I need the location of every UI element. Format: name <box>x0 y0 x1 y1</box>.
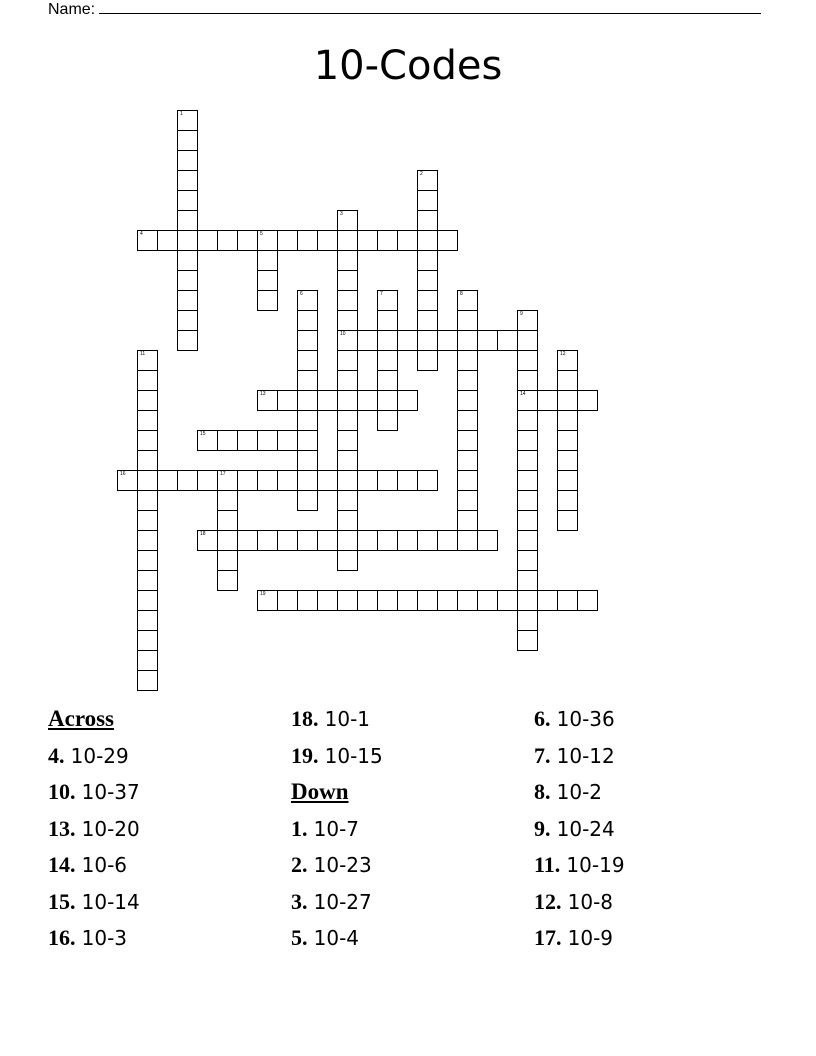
clue-across-18 <box>291 703 531 740</box>
cell-number: 9 <box>520 311 523 317</box>
clue-text: 10-24 <box>556 816 615 841</box>
clue-number: 17. <box>534 925 562 950</box>
clue-text: 10-14 <box>81 889 140 914</box>
crossword-cell[interactable] <box>457 490 478 511</box>
clue-down-9 <box>534 813 774 850</box>
crossword-cell[interactable] <box>437 330 458 351</box>
clue-text: 10-6 <box>81 853 128 877</box>
crossword-cell[interactable] <box>357 230 378 251</box>
crossword-cell[interactable] <box>297 330 318 351</box>
crossword-cell[interactable] <box>417 590 438 611</box>
crossword-cell[interactable] <box>497 590 518 611</box>
crossword-cell[interactable] <box>377 470 398 491</box>
crossword-cell[interactable] <box>297 230 318 251</box>
crossword-cell[interactable] <box>177 230 198 251</box>
crossword-cell[interactable] <box>337 550 358 571</box>
crossword-cell[interactable] <box>317 530 338 551</box>
crossword-cell[interactable] <box>297 470 318 491</box>
crossword-cell[interactable] <box>297 390 318 411</box>
crossword-cell[interactable] <box>517 550 538 571</box>
clue-column-1 <box>48 703 288 959</box>
crossword-cell[interactable] <box>497 330 518 351</box>
clue-number: 14. <box>48 852 76 877</box>
crossword-cell[interactable] <box>517 610 538 631</box>
crossword-cell[interactable] <box>417 170 438 191</box>
crossword-cell[interactable] <box>417 470 438 491</box>
crossword-cell[interactable] <box>377 290 398 311</box>
crossword-cell[interactable] <box>517 390 538 411</box>
crossword-cell[interactable] <box>517 530 538 551</box>
crossword-cell[interactable] <box>137 630 158 651</box>
clue-number: 11. <box>534 852 561 877</box>
crossword-cell[interactable] <box>417 190 438 211</box>
clue-number: 12. <box>534 888 562 914</box>
crossword-cell[interactable] <box>177 150 198 171</box>
crossword-cell[interactable] <box>517 590 538 611</box>
crossword-cell[interactable] <box>397 390 418 411</box>
crossword-cell[interactable] <box>517 490 538 511</box>
crossword-cell[interactable] <box>457 470 478 491</box>
crossword-cell[interactable] <box>517 510 538 531</box>
crossword-cell[interactable] <box>137 450 158 471</box>
crossword-cell[interactable] <box>377 390 398 411</box>
crossword-cell[interactable] <box>197 230 218 251</box>
crossword-cell[interactable] <box>337 530 358 551</box>
crossword-cell[interactable] <box>377 530 398 551</box>
crossword-cell[interactable] <box>137 370 158 391</box>
crossword-cell[interactable] <box>417 210 438 231</box>
crossword-cell[interactable] <box>177 130 198 151</box>
clue-down-1 <box>291 813 531 850</box>
crossword-cell[interactable] <box>297 590 318 611</box>
crossword-cell[interactable] <box>337 450 358 471</box>
crossword-cell[interactable] <box>297 310 318 331</box>
crossword-cell[interactable] <box>217 430 238 451</box>
crossword-cell[interactable] <box>177 210 198 231</box>
down-heading: Down <box>291 779 349 804</box>
clue-number: 3. <box>291 888 308 914</box>
cell-number: 16 <box>120 471 126 477</box>
clue-text: 10-12 <box>556 743 615 768</box>
clue-number: 2. <box>291 852 308 877</box>
crossword-cell[interactable] <box>457 510 478 531</box>
clue-down-8 <box>534 776 774 813</box>
cell-number: 14 <box>520 391 526 397</box>
crossword-cell[interactable] <box>257 590 278 611</box>
clue-number: 1. <box>291 815 308 841</box>
cell-number: 3 <box>340 211 343 217</box>
clue-down-12 <box>534 886 774 923</box>
clue-number: 4. <box>48 742 65 768</box>
cell-number: 4 <box>140 231 143 237</box>
crossword-cell[interactable] <box>517 330 538 351</box>
crossword-cell[interactable] <box>417 290 438 311</box>
crossword-cell[interactable] <box>137 430 158 451</box>
crossword-cell[interactable] <box>457 350 478 371</box>
crossword-cell[interactable] <box>337 390 358 411</box>
clue-across-15 <box>48 886 288 923</box>
crossword-cell[interactable] <box>257 470 278 491</box>
crossword-cell[interactable] <box>217 530 238 551</box>
crossword-cell[interactable] <box>177 270 198 291</box>
crossword-cell[interactable] <box>257 290 278 311</box>
crossword-cell[interactable] <box>297 290 318 311</box>
crossword-cell[interactable] <box>237 530 258 551</box>
crossword-cell[interactable] <box>357 390 378 411</box>
crossword-cell[interactable] <box>197 530 218 551</box>
clue-down-11 <box>534 849 774 886</box>
cell-number: 18 <box>200 531 206 537</box>
crossword-cell[interactable] <box>257 530 278 551</box>
cell-number: 10 <box>340 331 346 337</box>
crossword-cell[interactable] <box>337 250 358 271</box>
crossword-cell[interactable] <box>137 530 158 551</box>
cell-number: 1 <box>180 111 183 117</box>
crossword-cell[interactable] <box>337 410 358 431</box>
crossword-cell[interactable] <box>137 610 158 631</box>
crossword-cell[interactable] <box>137 590 158 611</box>
crossword-cell[interactable] <box>337 310 358 331</box>
crossword-cell[interactable] <box>257 250 278 271</box>
crossword-cell[interactable] <box>317 390 338 411</box>
cell-number: 5 <box>260 231 263 237</box>
clue-number: 7. <box>534 742 551 768</box>
clue-down-7 <box>534 740 774 777</box>
clue-down-5 <box>291 922 531 959</box>
clue-text: 10-23 <box>313 853 372 877</box>
crossword-cell[interactable] <box>577 590 598 611</box>
clue-text: 10-4 <box>313 926 360 950</box>
crossword-cell[interactable] <box>117 470 138 491</box>
crossword-cell[interactable] <box>537 590 558 611</box>
crossword-cell[interactable] <box>157 470 178 491</box>
crossword-cell[interactable] <box>197 470 218 491</box>
crossword-cell[interactable] <box>417 230 438 251</box>
cell-number: 13 <box>260 391 266 397</box>
crossword-cell[interactable] <box>177 330 198 351</box>
crossword-cell[interactable] <box>457 370 478 391</box>
clue-number: 9. <box>534 815 551 841</box>
crossword-cell[interactable] <box>417 350 438 371</box>
crossword-cell[interactable] <box>237 230 258 251</box>
crossword-cell[interactable] <box>477 530 498 551</box>
crossword-cell[interactable] <box>517 310 538 331</box>
crossword-cell[interactable] <box>537 390 558 411</box>
crossword-cell[interactable] <box>557 390 578 411</box>
clue-number: 18. <box>291 706 319 731</box>
crossword-cell[interactable] <box>317 590 338 611</box>
crossword-cell[interactable] <box>337 590 358 611</box>
cell-number: 12 <box>560 351 566 357</box>
crossword-cell[interactable] <box>137 570 158 591</box>
crossword-cell[interactable] <box>217 570 238 591</box>
cell-number: 11 <box>140 351 146 357</box>
clue-number: 8. <box>534 779 551 804</box>
clue-text: 10-36 <box>556 707 615 731</box>
crossword-cell[interactable] <box>297 490 318 511</box>
crossword-cell[interactable] <box>177 190 198 211</box>
clue-text: 10-7 <box>313 816 360 841</box>
clue-number: 16. <box>48 925 76 950</box>
crossword-cell[interactable] <box>257 270 278 291</box>
crossword-cell[interactable] <box>197 430 218 451</box>
clue-across-16 <box>48 922 288 959</box>
crossword-cell[interactable] <box>337 350 358 371</box>
crossword-cell[interactable] <box>557 470 578 491</box>
clue-column-3 <box>534 703 774 959</box>
crossword-cell[interactable] <box>557 430 578 451</box>
clue-text: 10-20 <box>81 816 140 841</box>
crossword-cell[interactable] <box>357 470 378 491</box>
crossword-cell[interactable] <box>317 230 338 251</box>
crossword-cell[interactable] <box>517 630 538 651</box>
crossword-cell[interactable] <box>517 570 538 591</box>
crossword-cell[interactable] <box>557 590 578 611</box>
clue-number: 5. <box>291 925 308 950</box>
crossword-cell[interactable] <box>457 590 478 611</box>
crossword-cell[interactable] <box>457 450 478 471</box>
crossword-cell[interactable] <box>297 410 318 431</box>
crossword-cell[interactable] <box>277 470 298 491</box>
crossword-cell[interactable] <box>517 410 538 431</box>
crossword-cell[interactable] <box>297 450 318 471</box>
crossword-cell[interactable] <box>137 230 158 251</box>
cell-number: 15 <box>200 431 206 437</box>
clue-across-14 <box>48 849 288 886</box>
cell-number: 19 <box>260 591 266 597</box>
clue-number: 10. <box>48 779 76 804</box>
clue-text: 10-1 <box>324 707 371 731</box>
crossword-cell[interactable] <box>137 510 158 531</box>
crossword-cell[interactable] <box>297 370 318 391</box>
crossword-cell[interactable] <box>397 330 418 351</box>
crossword-cell[interactable] <box>357 330 378 351</box>
crossword-cell[interactable] <box>517 350 538 371</box>
crossword-cell[interactable] <box>377 370 398 391</box>
crossword-cell[interactable] <box>557 490 578 511</box>
crossword-cell[interactable] <box>417 270 438 291</box>
clue-text: 10-9 <box>567 926 614 950</box>
clue-across-4 <box>48 740 288 777</box>
clue-column-2 <box>291 703 531 959</box>
clue-number: 15. <box>48 888 76 914</box>
crossword-cell[interactable] <box>277 590 298 611</box>
crossword-cell[interactable] <box>517 450 538 471</box>
crossword-cell[interactable] <box>377 590 398 611</box>
crossword-cell[interactable] <box>417 310 438 331</box>
crossword-cell[interactable] <box>297 350 318 371</box>
crossword-cell[interactable] <box>457 310 478 331</box>
clue-down-3 <box>291 886 531 923</box>
crossword-cell[interactable] <box>457 430 478 451</box>
crossword-cell[interactable] <box>177 310 198 331</box>
clue-text: 10-15 <box>324 743 383 768</box>
crossword-cell[interactable] <box>177 470 198 491</box>
crossword-cell[interactable] <box>337 510 358 531</box>
crossword-cell[interactable] <box>557 370 578 391</box>
crossword-cell[interactable] <box>257 390 278 411</box>
crossword-cell[interactable] <box>257 230 278 251</box>
crossword-cell[interactable] <box>337 270 358 291</box>
crossword-cell[interactable] <box>337 230 358 251</box>
crossword-cell[interactable] <box>517 370 538 391</box>
crossword-cell[interactable] <box>377 350 398 371</box>
crossword-cell[interactable] <box>297 530 318 551</box>
crossword-cell[interactable] <box>397 590 418 611</box>
crossword-cell[interactable] <box>457 530 478 551</box>
crossword-cell[interactable] <box>337 430 358 451</box>
clue-down-6 <box>534 703 774 740</box>
clue-number: 19. <box>291 742 319 768</box>
crossword-cell[interactable] <box>337 210 358 231</box>
cell-number: 8 <box>460 291 463 297</box>
clue-text: 10-19 <box>566 853 625 877</box>
crossword-cell[interactable] <box>457 330 478 351</box>
clue-text: 10-3 <box>81 926 128 950</box>
cell-number: 6 <box>300 291 303 297</box>
clue-across-19 <box>291 740 531 777</box>
crossword-cell[interactable] <box>357 590 378 611</box>
name-label: Name: <box>48 1 96 18</box>
crossword-cell[interactable] <box>457 290 478 311</box>
crossword-cell[interactable] <box>137 670 158 691</box>
crossword-cell[interactable] <box>457 410 478 431</box>
crossword-cell[interactable] <box>137 650 158 671</box>
crossword-cell[interactable] <box>217 470 238 491</box>
crossword-cell[interactable] <box>437 530 458 551</box>
cell-number: 2 <box>420 171 423 177</box>
crossword-cell[interactable] <box>137 390 158 411</box>
clue-number: 6. <box>534 706 551 731</box>
clue-number: 13. <box>48 815 76 841</box>
crossword-cell[interactable] <box>217 550 238 571</box>
crossword-cell[interactable] <box>237 470 258 491</box>
crossword-cell[interactable] <box>277 230 298 251</box>
crossword-cell[interactable] <box>297 430 318 451</box>
clue-across-13 <box>48 813 288 850</box>
crossword-cell[interactable] <box>517 430 538 451</box>
crossword-cell[interactable] <box>477 590 498 611</box>
clue-text: 10-2 <box>556 780 603 804</box>
crossword-cell[interactable] <box>257 430 278 451</box>
crossword-cell[interactable] <box>437 230 458 251</box>
crossword-cell[interactable] <box>377 330 398 351</box>
crossword-cell[interactable] <box>217 490 238 511</box>
crossword-cell[interactable] <box>157 230 178 251</box>
cell-number: 7 <box>380 291 383 297</box>
crossword-cell[interactable] <box>337 290 358 311</box>
crossword-cell[interactable] <box>417 530 438 551</box>
crossword-cell[interactable] <box>377 310 398 331</box>
crossword-cell[interactable] <box>317 470 338 491</box>
clue-text: 10-29 <box>70 743 129 768</box>
crossword-cell[interactable] <box>137 470 158 491</box>
clue-text: 10-8 <box>567 889 614 914</box>
crossword-cell[interactable] <box>237 430 258 451</box>
crossword-cell[interactable] <box>417 330 438 351</box>
crossword-cell[interactable] <box>217 230 238 251</box>
crossword-cell[interactable] <box>137 550 158 571</box>
crossword-cell[interactable] <box>137 410 158 431</box>
crossword-cell[interactable] <box>337 490 358 511</box>
crossword-cell[interactable] <box>177 290 198 311</box>
crossword-cell[interactable] <box>377 410 398 431</box>
crossword-cell[interactable] <box>557 450 578 471</box>
crossword-cell[interactable] <box>357 530 378 551</box>
crossword-cell[interactable] <box>517 470 538 491</box>
clue-down-2 <box>291 849 531 886</box>
crossword-cell[interactable] <box>337 370 358 391</box>
clue-down-17 <box>534 922 774 959</box>
crossword-cell[interactable] <box>137 350 158 371</box>
crossword-cell[interactable] <box>177 170 198 191</box>
crossword-cell[interactable] <box>137 490 158 511</box>
clue-text: 10-37 <box>81 780 140 804</box>
crossword-cell[interactable] <box>557 350 578 371</box>
crossword-cell[interactable] <box>277 430 298 451</box>
crossword-cell[interactable] <box>277 390 298 411</box>
crossword-cell[interactable] <box>477 330 498 351</box>
crossword-cell[interactable] <box>277 530 298 551</box>
crossword-cell[interactable] <box>557 410 578 431</box>
clue-across-10 <box>48 776 288 813</box>
crossword-cell[interactable] <box>177 110 198 131</box>
crossword-cell[interactable] <box>437 590 458 611</box>
crossword-cell[interactable] <box>337 470 358 491</box>
crossword-cell[interactable] <box>177 250 198 271</box>
crossword-cell[interactable] <box>457 390 478 411</box>
clue-text: 10-27 <box>313 889 372 914</box>
cell-number: 17 <box>220 471 226 477</box>
across-heading: Across <box>48 706 115 731</box>
crossword-cell[interactable] <box>397 470 418 491</box>
page-title: 10-Codes <box>313 43 503 89</box>
crossword-cell[interactable] <box>557 510 578 531</box>
crossword-cell[interactable] <box>577 390 598 411</box>
crossword-cell[interactable] <box>397 230 418 251</box>
crossword-cell[interactable] <box>417 250 438 271</box>
crossword-cell[interactable] <box>217 510 238 531</box>
crossword-cell[interactable] <box>397 530 418 551</box>
crossword-cell[interactable] <box>337 330 358 351</box>
crossword-cell[interactable] <box>377 230 398 251</box>
